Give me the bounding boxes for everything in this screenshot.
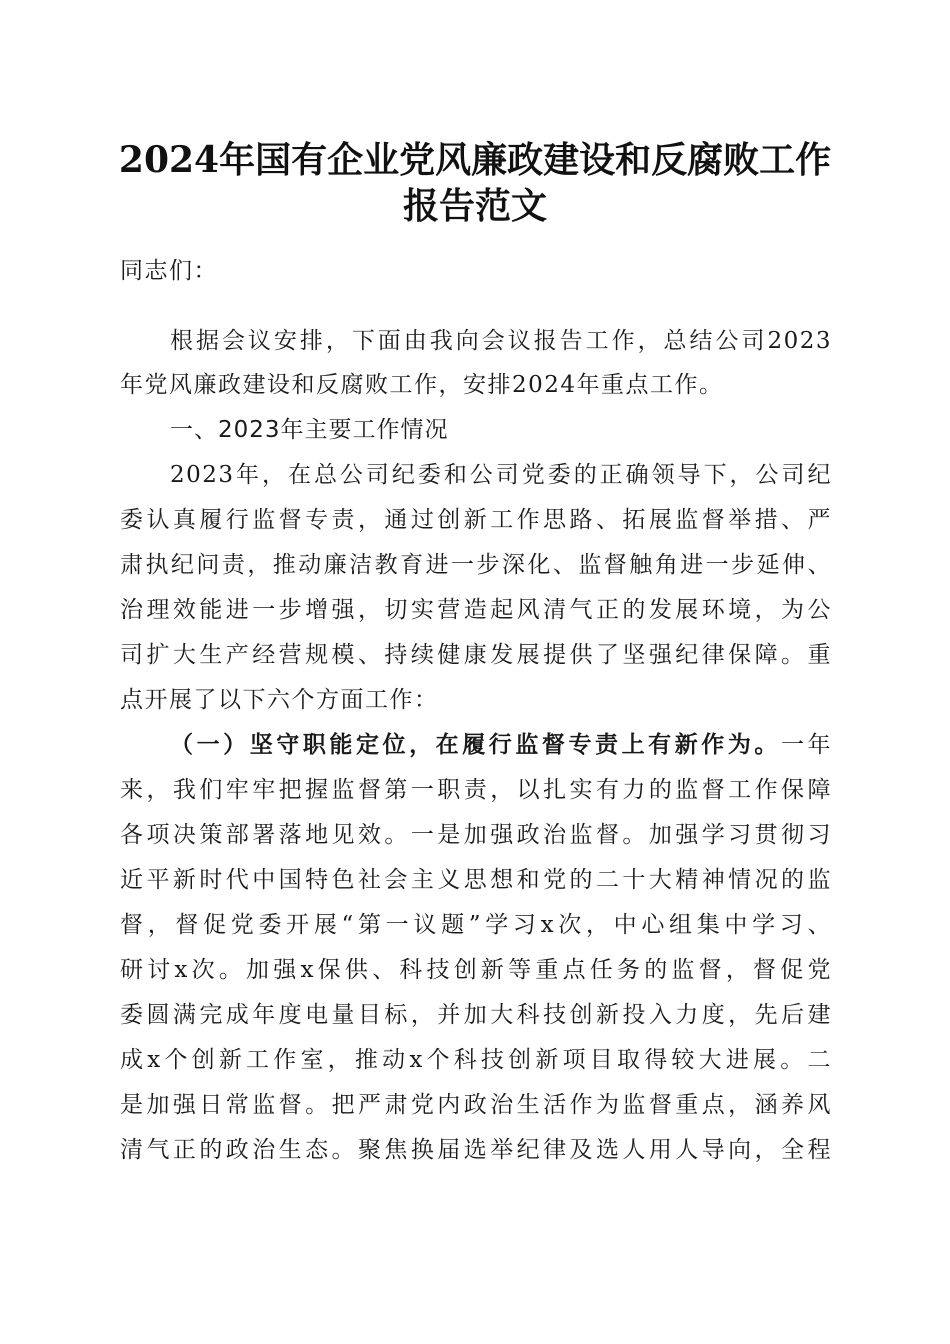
body-line: 成x个创新工作室，推动x个科技创新项目取得较大进展。二 — [120, 1047, 832, 1073]
body-line: 来，我们牢牢把握监督第一职责，以扎实有力的监督工作保障 — [120, 777, 832, 803]
subsection-heading: （一）坚守职能定位，在履行监督专责上有新作为。 — [170, 731, 781, 758]
body-line: 司扩大生产经营规模、持续健康发展提供了坚强纪律保障。重 — [120, 642, 832, 668]
body-line: 是加强日常监督。把严肃党内政治生活作为监督重点，涵养风 — [120, 1092, 832, 1118]
body-text: 一年 — [780, 732, 832, 758]
body-line: 清气正的政治生态。聚焦换届选举纪律及选人用人导向，全程 — [120, 1137, 832, 1163]
body-line: 年党风廉政建设和反腐败工作，安排2024年重点工作。 — [120, 372, 724, 398]
body-line: 研讨x次。加强x保供、科技创新等重点任务的监督，督促党 — [120, 957, 832, 983]
body-line: 2023年，在总公司纪委和公司党委的正确领导下，公司纪 — [170, 462, 832, 488]
body-line: 点开展了以下六个方面工作： — [120, 687, 439, 713]
section-heading: 一、2023年主要工作情况 — [170, 417, 449, 443]
salutation: 同志们： — [120, 258, 218, 284]
body-line: 督，督促党委开展“第一议题”学习x次，中心组集中学习、 — [120, 912, 832, 938]
body-line: 根据会议安排，下面由我向会议报告工作，总结公司2023 — [170, 328, 832, 354]
subsection-line — [170, 724, 832, 766]
body-line: 近平新时代中国特色社会主义思想和党的二十大精神情况的监 — [120, 867, 832, 893]
body-line: 治理效能进一步增强，切实营造起风清气正的发展环境，为公 — [120, 597, 832, 623]
document-title-line-2: 报告范文 — [402, 185, 547, 227]
body-line: 委认真履行监督专责，通过创新工作思路、拓展监督举措、严 — [120, 507, 832, 533]
body-line: 各项决策部署落地见效。一是加强政治监督。加强学习贯彻习 — [120, 822, 832, 848]
document-title-line-1: 2024年国有企业党风廉政建设和反腐败工作 — [118, 139, 832, 181]
body-line: 委圆满完成年度电量目标，并加大科技创新投入力度，先后建 — [120, 1002, 832, 1028]
body-line: 肃执纪问责，推动廉洁教育进一步深化、监督触角进一步延伸、 — [120, 552, 832, 578]
